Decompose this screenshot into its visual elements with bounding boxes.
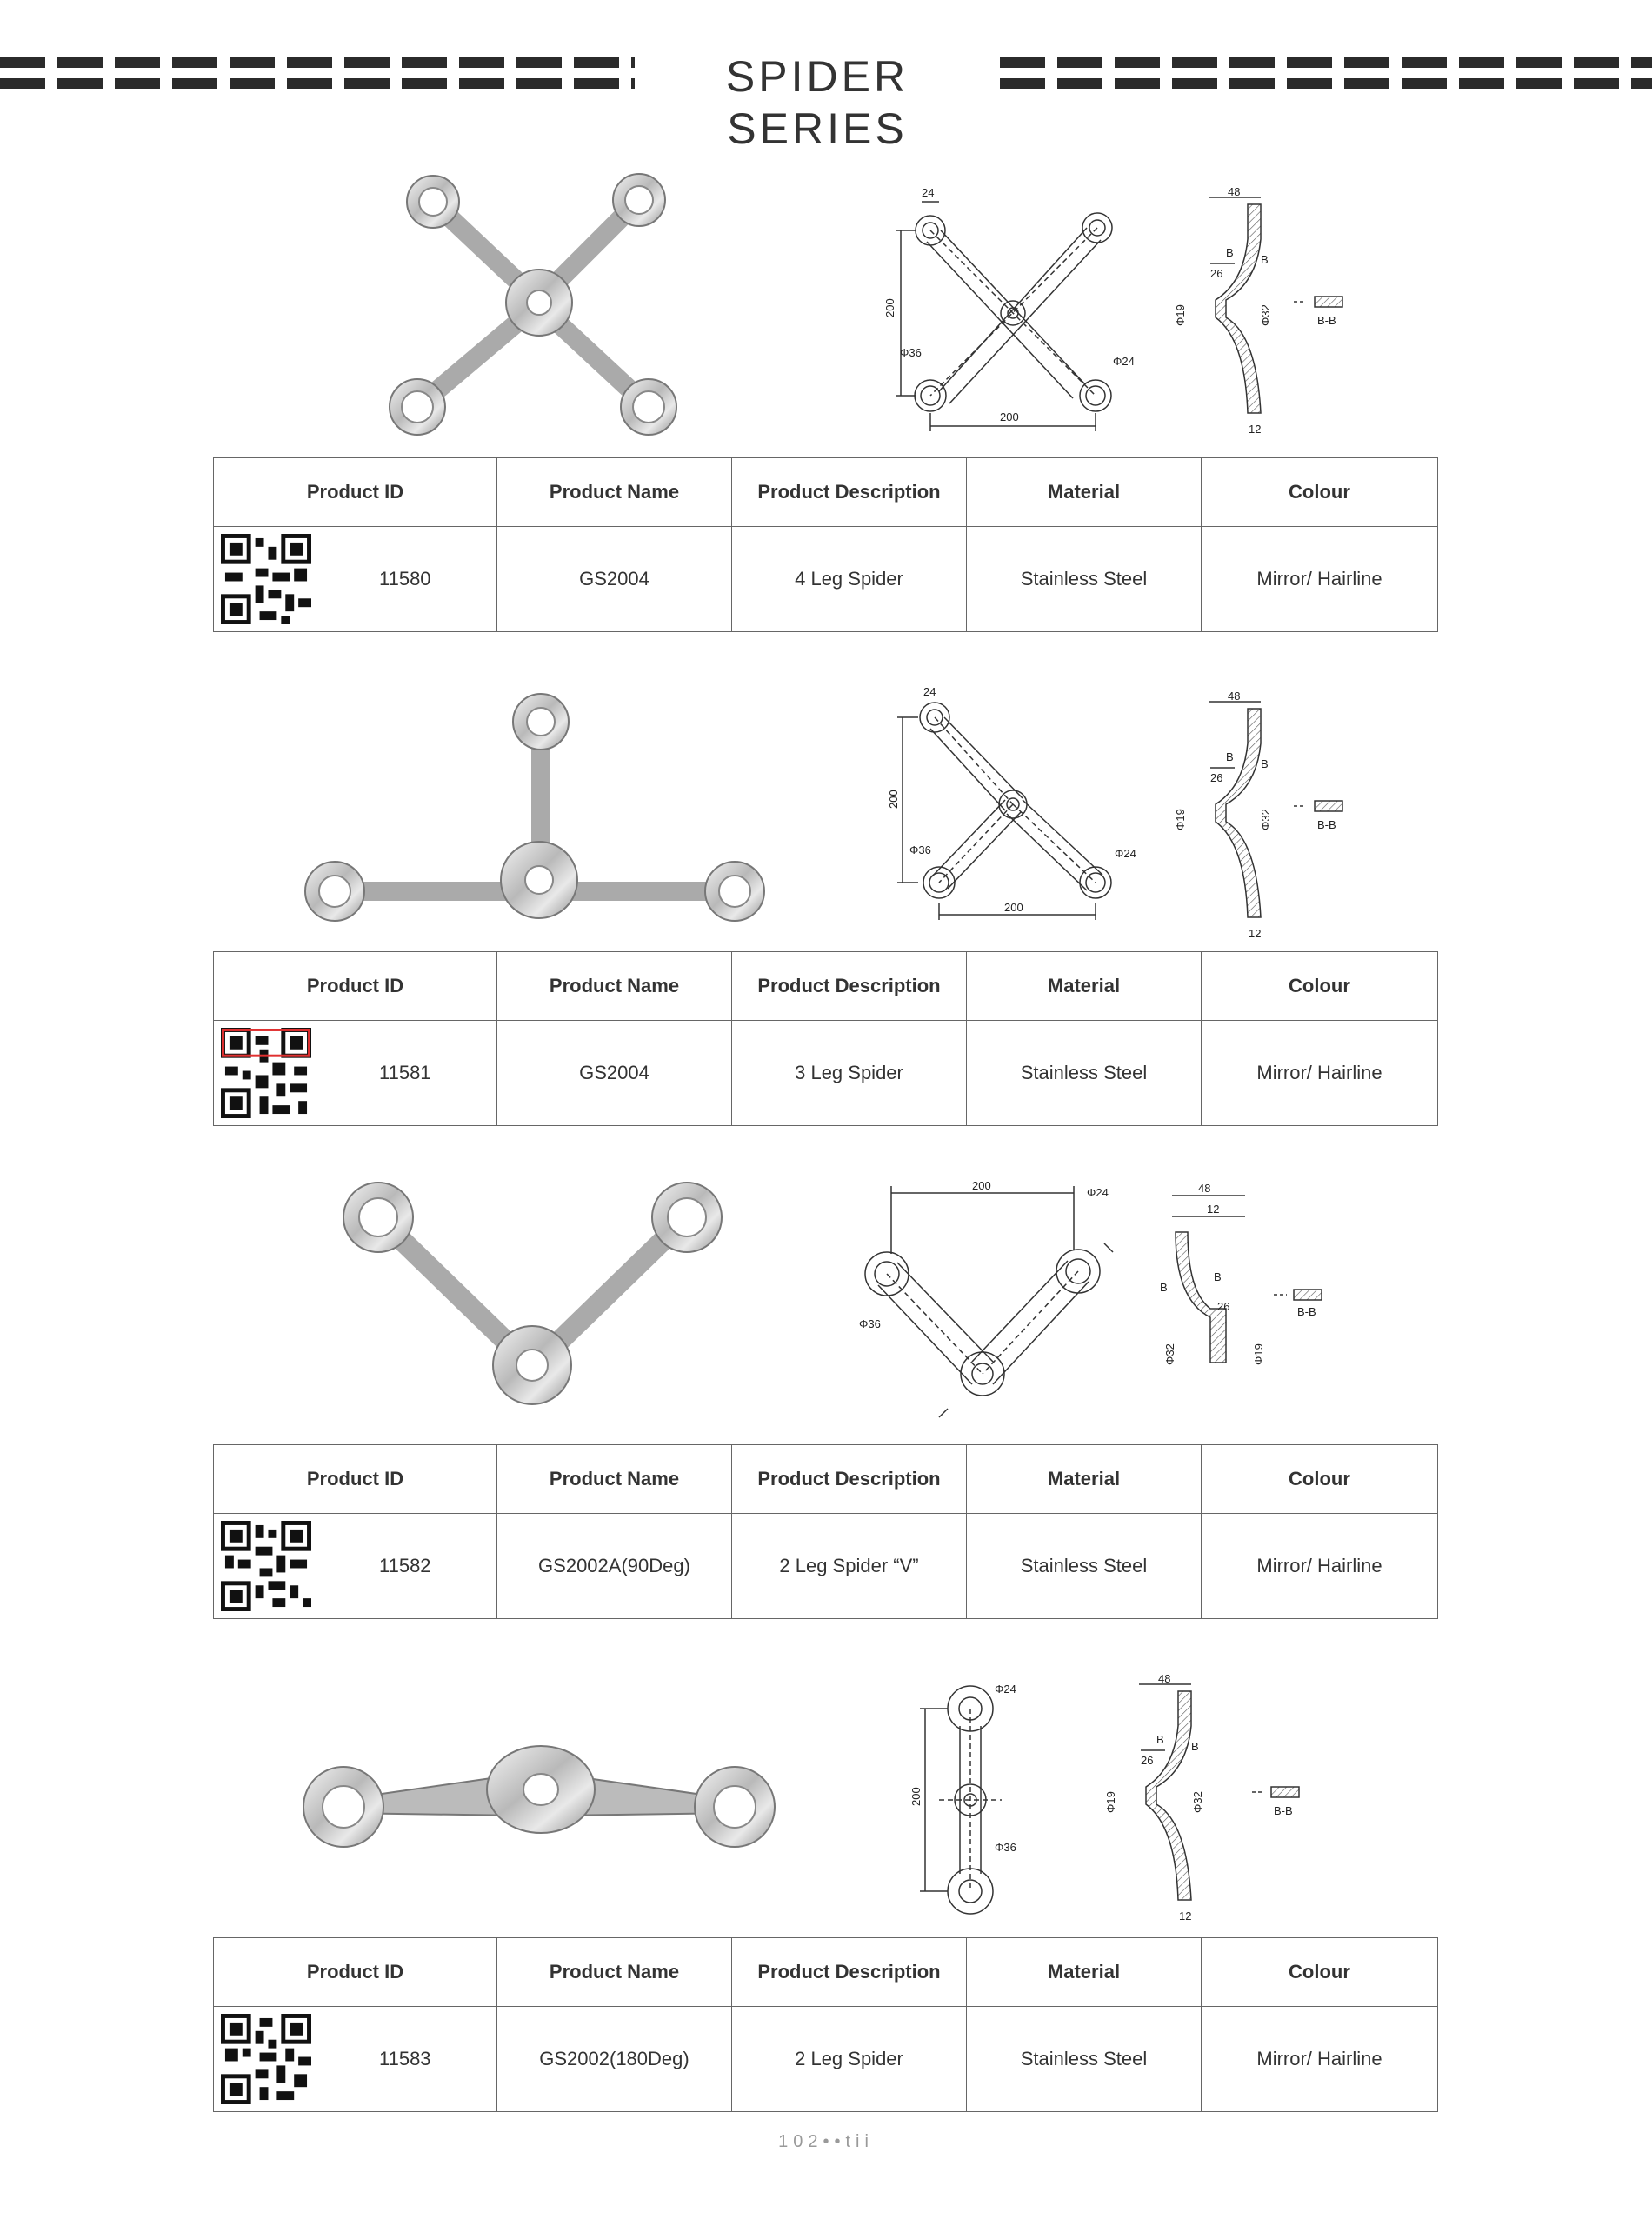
header-material: Material — [967, 952, 1202, 1021]
section-d2: Φ32 — [1259, 809, 1272, 830]
header-product-description: Product Description — [732, 952, 967, 1021]
product-material: Stainless Steel — [967, 1021, 1202, 1126]
4-leg-spider-section-drawing — [1174, 187, 1356, 439]
cut-label: B — [1214, 1270, 1222, 1283]
section-thickness: 12 — [1207, 1203, 1220, 1216]
3-leg-spider-photo — [296, 687, 783, 939]
dim-small-hole: Φ24 — [1115, 847, 1136, 860]
product-description: 3 Leg Spider — [732, 1021, 967, 1126]
dim-width: 200 — [1004, 901, 1023, 914]
header-dash-band-right — [1000, 57, 1652, 94]
3-leg-spider-section-drawing — [1174, 691, 1356, 943]
header-product-description: Product Description — [732, 1938, 967, 2007]
cut-label: B — [1226, 750, 1234, 763]
header-dash-band-left — [0, 57, 635, 94]
product-description: 2 Leg Spider “V” — [732, 1514, 967, 1619]
product-id: 11580 — [379, 568, 431, 590]
section-offset: 26 — [1217, 1300, 1230, 1313]
section-d2: Φ32 — [1191, 1791, 1204, 1813]
dim-hole-top: 24 — [923, 685, 936, 698]
section-width: 48 — [1228, 691, 1241, 703]
section-width: 48 — [1198, 1182, 1211, 1195]
section-d1: Φ19 — [1104, 1791, 1117, 1813]
header-product-description: Product Description — [732, 458, 967, 527]
2-leg-straight-spider-section-drawing — [1104, 1674, 1330, 1926]
product-id-cell — [214, 1021, 497, 1126]
section-d2: Φ32 — [1163, 1343, 1176, 1365]
dim-width: 200 — [1000, 410, 1019, 423]
header-product-name: Product Name — [497, 1938, 732, 2007]
product-description: 2 Leg Spider — [732, 2007, 967, 2112]
product-colour: Mirror/ Hairline — [1202, 1021, 1438, 1126]
2-leg-straight-spider-photo — [296, 1713, 783, 1878]
2-leg-v-spider-photo — [339, 1174, 739, 1417]
section-d1: Φ19 — [1174, 304, 1187, 326]
dim-height: 200 — [883, 298, 896, 317]
section-d2: Φ32 — [1259, 304, 1272, 326]
dim-big-hole: Φ36 — [900, 346, 922, 359]
header-product-name: Product Name — [497, 1445, 732, 1514]
dim-small-hole: Φ24 — [995, 1683, 1016, 1696]
product-colour: Mirror/ Hairline — [1202, 2007, 1438, 2112]
page-number: 102••tii — [778, 2132, 874, 2151]
2-leg-v-spider-drawing — [852, 1174, 1130, 1426]
product-description: 4 Leg Spider — [732, 527, 967, 632]
section-thickness: 12 — [1249, 927, 1262, 940]
header-product-id: Product ID — [214, 1938, 497, 2007]
header-colour: Colour — [1202, 952, 1438, 1021]
table-row — [214, 1021, 1438, 1126]
qr-code-icon[interactable] — [221, 2014, 311, 2104]
product-id-cell — [214, 2007, 497, 2112]
product-id: 11581 — [379, 1062, 431, 1083]
qr-code-icon[interactable] — [221, 1521, 311, 1611]
page-title: SPIDER SERIES — [725, 52, 909, 153]
section-d1: Φ19 — [1252, 1343, 1265, 1365]
product-id-cell — [214, 1514, 497, 1619]
section-d1: Φ19 — [1174, 809, 1187, 830]
section-label: B-B — [1297, 1305, 1316, 1318]
dim-small-hole: Φ24 — [1087, 1186, 1109, 1199]
product-name: GS2004 — [497, 1021, 732, 1126]
section-thickness: 12 — [1249, 423, 1262, 436]
dim-small-hole: Φ24 — [1113, 355, 1135, 368]
product-colour: Mirror/ Hairline — [1202, 527, 1438, 632]
header-product-id: Product ID — [214, 458, 497, 527]
section-label: B-B — [1274, 1804, 1293, 1817]
dim-big-hole: Φ36 — [909, 843, 931, 856]
dim-height: 200 — [887, 790, 900, 809]
spec-table-11581 — [213, 951, 1438, 1126]
spec-table-11583 — [213, 1937, 1438, 2112]
product-id-cell — [214, 527, 497, 632]
cut-label: B — [1156, 1733, 1164, 1746]
header-product-name: Product Name — [497, 952, 732, 1021]
dim-height: 200 — [909, 1787, 923, 1806]
4-leg-spider-photo — [374, 165, 704, 452]
header-product-name: Product Name — [497, 458, 732, 527]
dim-hole-top: 24 — [922, 186, 935, 199]
product-colour: Mirror/ Hairline — [1202, 1514, 1438, 1619]
product-id: 11582 — [379, 1555, 431, 1576]
header-colour: Colour — [1202, 1938, 1438, 2007]
header-product-id: Product ID — [214, 952, 497, 1021]
3-leg-spider-drawing — [878, 678, 1156, 939]
4-leg-spider-drawing — [878, 183, 1139, 435]
cut-label-2: B — [1261, 757, 1269, 770]
section-label: B-B — [1317, 818, 1336, 831]
spec-table-11582 — [213, 1444, 1438, 1619]
section-offset: 26 — [1210, 267, 1223, 280]
product-name: GS2002(180Deg) — [497, 2007, 732, 2112]
header-colour: Colour — [1202, 458, 1438, 527]
section-width: 48 — [1228, 187, 1241, 198]
section-width: 48 — [1158, 1674, 1171, 1685]
qr-code-icon[interactable] — [221, 1028, 311, 1118]
header-colour: Colour — [1202, 1445, 1438, 1514]
section-thickness: 12 — [1179, 1909, 1192, 1923]
header-material: Material — [967, 1445, 1202, 1514]
dim-big-hole: Φ36 — [859, 1317, 881, 1330]
cut-label: B — [1226, 246, 1234, 259]
dim-width: 200 — [972, 1179, 991, 1192]
table-row — [214, 527, 1438, 632]
2-leg-straight-spider-drawing — [904, 1674, 1043, 1926]
header-material: Material — [967, 458, 1202, 527]
product-name: GS2002A(90Deg) — [497, 1514, 732, 1619]
section-offset: 26 — [1141, 1754, 1154, 1767]
section-label: B-B — [1317, 314, 1336, 327]
section-offset: 26 — [1210, 771, 1223, 784]
header-product-description: Product Description — [732, 1445, 967, 1514]
page-header — [0, 50, 1652, 153]
product-material: Stainless Steel — [967, 2007, 1202, 2112]
qr-code-icon[interactable] — [221, 534, 311, 624]
product-material: Stainless Steel — [967, 527, 1202, 632]
product-id: 11583 — [379, 2048, 431, 2069]
header-material: Material — [967, 1938, 1202, 2007]
product-material: Stainless Steel — [967, 1514, 1202, 1619]
header-product-id: Product ID — [214, 1445, 497, 1514]
spec-table-11580 — [213, 457, 1438, 632]
product-name: GS2004 — [497, 527, 732, 632]
cut-label-2: B — [1261, 253, 1269, 266]
table-row — [214, 1514, 1438, 1619]
dim-big-hole: Φ36 — [995, 1841, 1016, 1854]
cut-label-2: B — [1160, 1281, 1168, 1294]
2-leg-v-spider-section-drawing — [1148, 1178, 1356, 1413]
cut-label-2: B — [1191, 1740, 1199, 1753]
table-row — [214, 2007, 1438, 2112]
